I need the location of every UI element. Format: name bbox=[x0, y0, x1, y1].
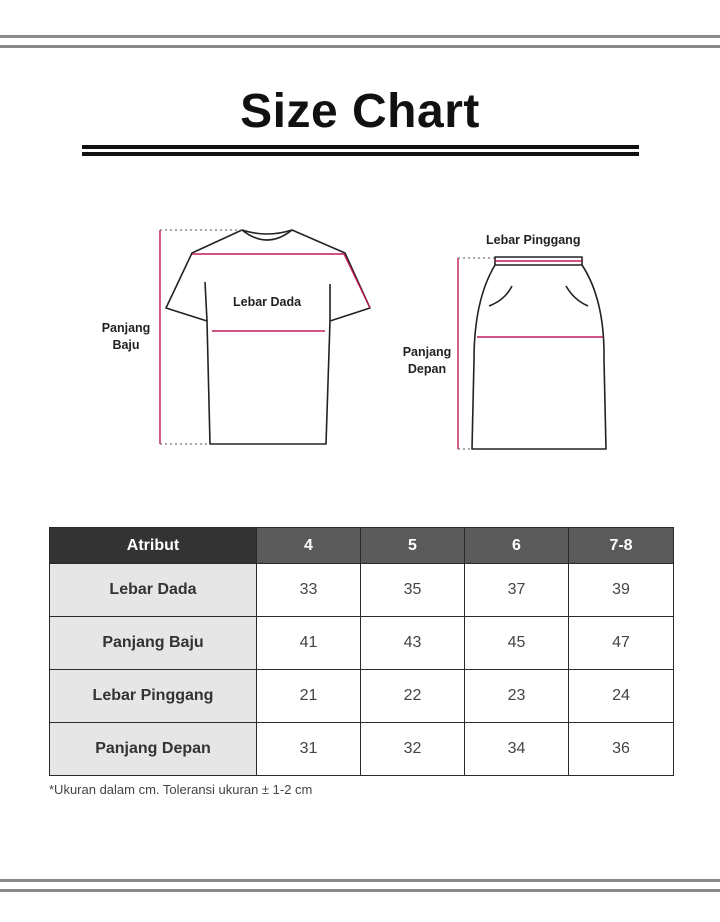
table-cell: 24 bbox=[569, 670, 674, 723]
table-header-cell: 7-8 bbox=[569, 528, 674, 564]
tshirt-measure-lines bbox=[160, 230, 370, 444]
table-cell: 43 bbox=[361, 617, 465, 670]
label-panjang-depan: Panjang Depan bbox=[402, 345, 452, 376]
skirt-measure-lines bbox=[458, 258, 603, 449]
bottom-rule-1 bbox=[0, 879, 720, 882]
bottom-rule-2 bbox=[0, 889, 720, 892]
row-label: Lebar Pinggang bbox=[50, 670, 257, 723]
row-label: Lebar Dada bbox=[50, 564, 257, 617]
table-cell: 36 bbox=[569, 723, 674, 776]
size-note: *Ukuran dalam cm. Toleransi ukuran ± 1-2 cm bbox=[49, 782, 313, 797]
table-row bbox=[50, 670, 674, 723]
table-row bbox=[50, 564, 674, 617]
label-panjang-baju: Panjang Baju bbox=[101, 321, 151, 352]
table-cell: 39 bbox=[569, 564, 674, 617]
table-header-cell: 5 bbox=[361, 528, 465, 564]
tshirt-icon bbox=[166, 230, 370, 444]
size-table bbox=[49, 527, 674, 776]
table-cell: 34 bbox=[465, 723, 569, 776]
tshirt-guide-lines bbox=[160, 230, 242, 444]
table-row bbox=[50, 617, 674, 670]
table-cell: 32 bbox=[361, 723, 465, 776]
table-header-cell: 4 bbox=[257, 528, 361, 564]
label-lebar-dada: Lebar Dada bbox=[233, 295, 302, 309]
table-cell: 22 bbox=[361, 670, 465, 723]
table-cell: 31 bbox=[257, 723, 361, 776]
table-cell: 47 bbox=[569, 617, 674, 670]
page-title: Size Chart bbox=[240, 85, 480, 138]
table-header-cell: 6 bbox=[465, 528, 569, 564]
table-header-cell: Atribut bbox=[50, 528, 257, 564]
table-cell: 37 bbox=[465, 564, 569, 617]
skirt-guide-lines bbox=[458, 258, 495, 449]
skirt-icon bbox=[472, 257, 606, 449]
table-cell: 33 bbox=[257, 564, 361, 617]
table-cell: 35 bbox=[361, 564, 465, 617]
table-cell: 41 bbox=[257, 617, 361, 670]
table-row bbox=[50, 723, 674, 776]
table-cell: 45 bbox=[465, 617, 569, 670]
label-lebar-pinggang: Lebar Pinggang bbox=[486, 233, 581, 247]
table-cell: 21 bbox=[257, 670, 361, 723]
row-label: Panjang Baju bbox=[50, 617, 257, 670]
table-header-row bbox=[50, 528, 674, 564]
row-label: Panjang Depan bbox=[50, 723, 257, 776]
table-cell: 23 bbox=[465, 670, 569, 723]
